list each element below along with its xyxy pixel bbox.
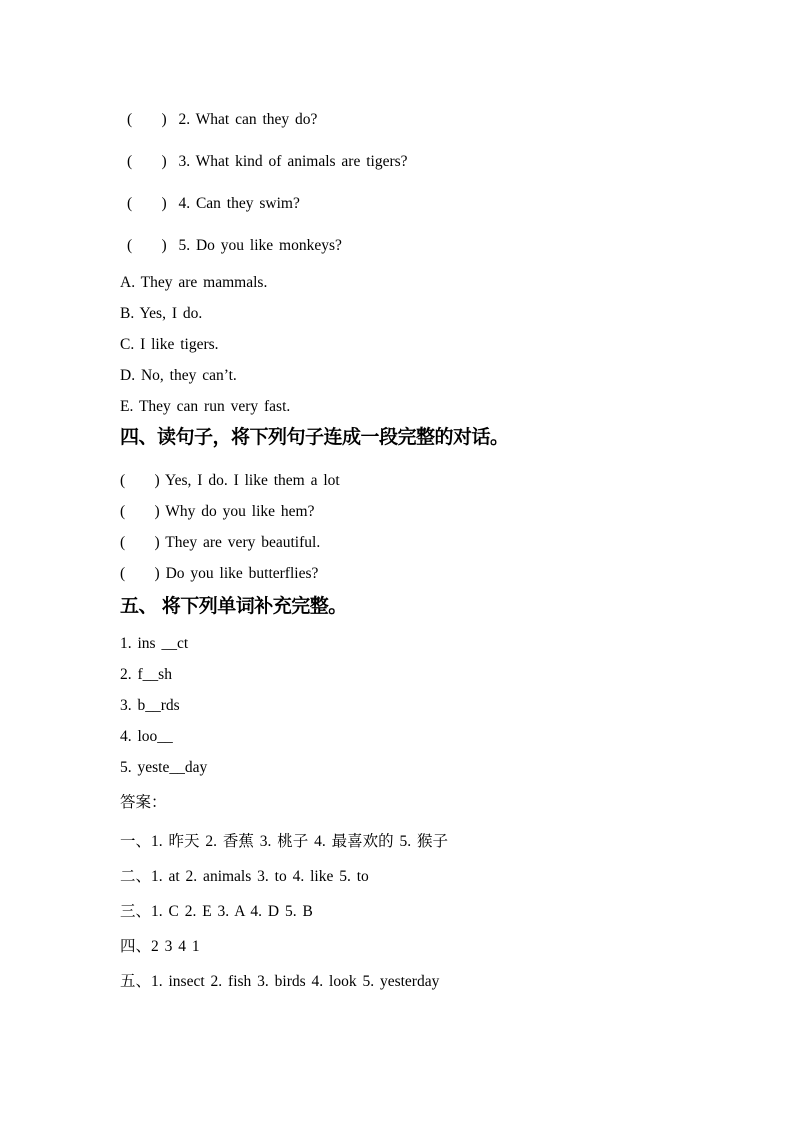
word-item-1: 1. ins __ct bbox=[120, 635, 189, 652]
option-b: B. Yes, I do. bbox=[120, 305, 203, 322]
option-e: E. They can run very fast. bbox=[120, 398, 291, 415]
dialog-line-4: ( ) Do you like butterflies? bbox=[120, 565, 319, 582]
answer-line-one: 一、1. 昨天 2. 香蕉 3. 桃子 4. 最喜欢的 5. 猴子 bbox=[120, 833, 449, 850]
matching-option-list bbox=[120, 273, 713, 417]
option-c: C. I like tigers. bbox=[120, 336, 219, 353]
answer-key-list bbox=[120, 832, 713, 992]
answer-line-three: 三、1. C 2. E 3. A 4. D 5. B bbox=[120, 903, 313, 920]
question-line-3: ( ) 3. What kind of animals are tigers? bbox=[127, 153, 408, 170]
dialog-line-1: ( ) Yes, I do. I like them a lot bbox=[120, 472, 340, 489]
answers-label: 答案： bbox=[120, 794, 167, 811]
option-d: D. No, they can’t. bbox=[120, 367, 237, 384]
question-line-4: ( ) 4. Can they swim? bbox=[127, 195, 300, 212]
word-item-2: 2. f__sh bbox=[120, 666, 172, 683]
word-completion-list bbox=[120, 634, 713, 778]
section-five-heading: 五、 将下列单词补充完整。 bbox=[120, 596, 347, 617]
word-item-3: 3. b__rds bbox=[120, 697, 180, 714]
section-four-heading: 四、读句子，将下列句子连成一段完整的对话。 bbox=[120, 427, 509, 448]
dialog-line-3: ( ) They are very beautiful. bbox=[120, 534, 321, 551]
answer-line-two: 二、1. at 2. animals 3. to 4. like 5. to bbox=[120, 868, 369, 885]
answer-line-five: 五、1. insect 2. fish 3. birds 4. look 5. yesterday bbox=[120, 973, 440, 990]
word-item-5: 5. yeste__day bbox=[120, 759, 208, 776]
option-a: A. They are mammals. bbox=[120, 274, 268, 291]
question-line-2: ( ) 2. What can they do? bbox=[127, 111, 318, 128]
matching-question-list bbox=[120, 110, 713, 256]
answer-line-four: 四、2 3 4 1 bbox=[120, 938, 200, 955]
word-item-4: 4. loo__ bbox=[120, 728, 173, 745]
dialog-line-2: ( ) Why do you like hem? bbox=[120, 503, 315, 520]
dialog-order-list bbox=[120, 471, 713, 584]
question-line-5: ( ) 5. Do you like monkeys? bbox=[127, 237, 342, 254]
